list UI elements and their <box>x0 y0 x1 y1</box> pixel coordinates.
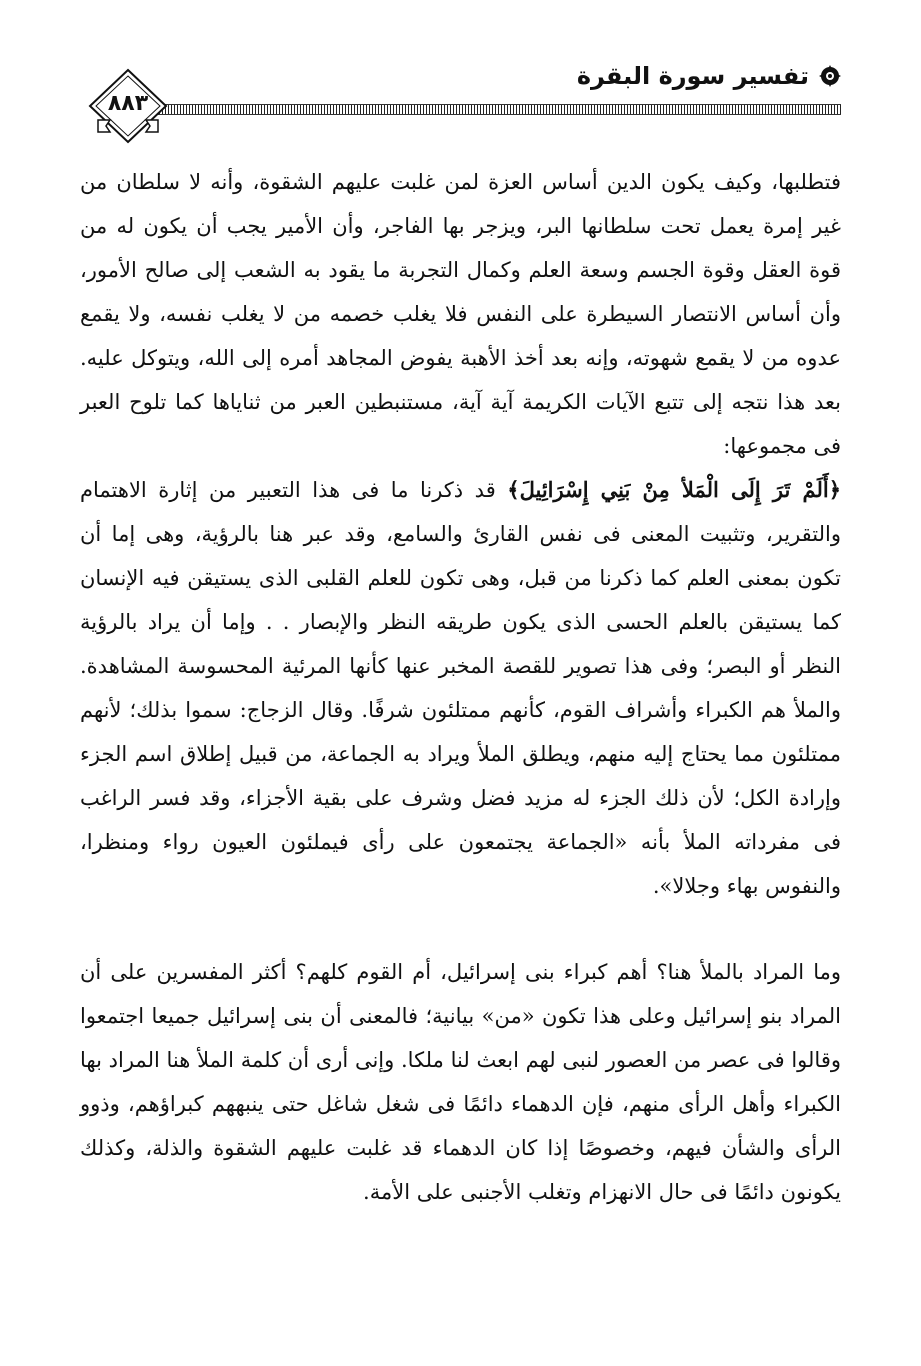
paragraph-1 <box>80 160 841 468</box>
page-number: ٨٨٣ <box>107 91 149 116</box>
paragraph-2-text <box>80 468 841 908</box>
running-header <box>577 62 841 90</box>
paragraph-3-text: وما المراد بالملأ هنا؟ أهم كبراء بنى إسرائيل، أم القوم كلهم؟ أكثر المفسرين على أن المراد بنو إسرائيل وعلى هذا تكون «من» بيانية؛ فالمعنى أن بنى إسرائيل جميعا اجتمعوا وقالوا فى عصر من العصور لنبى لهم ابعث لنا ملكا. وإنى أرى أن كلمة الملأ هنا المراد بها الكبراء وأهل الرأى منهم، فإن الدهماء دائمًا فى شغل شاغل حتى ينبههم كبراؤهم، وذوو الرأى والشأن فيهم، وخصوصًا إذا كان الدهماء قد غلبت عليهم الشقوة والذلة، وكذلك يكونون دائمًا فى حال الانهزام وتغلب الأجنبى على الأمة. <box>80 960 841 1204</box>
flower-ornament-icon <box>819 65 841 87</box>
paragraph-3 <box>80 950 841 1214</box>
header-rule <box>158 104 841 115</box>
paragraph-1-text: فتطلبها، وكيف يكون الدين أساس العزة لمن غلبت عليهم الشقوة، وأنه لا سلطان من غير إمرة يعمل تحت سلطانها البر، ويزجر بها الفاجر، وأن الأمير يجب أن يكون له من قوة العقل وقوة الجسم وسعة العلم وكمال التجربة ما يقود به الشعب إلى صالح الأمور، وأن أساس الانتصار السيطرة على النفس فلا يغلب خصمه من لا يغلب نفسه، ولا يقمع عدوه من لا يقمع شهوته، وإنه بعد أخذ الأهبة يفوض المجاهد أمره إلى الله، ويتوكل عليه. بعد هذا نتجه إلى تتبع الآيات الكريمة آية آية، مستنبطين العبر من ثناياها كما تلوح العبر فى مجموعها: <box>80 170 841 458</box>
paragraph-2-body: قد ذكرنا ما فى هذا التعبير من إثارة الاهتمام والتقرير، وتثبيت المعنى فى نفس القارئ والسامع، وقد عبر هنا بالرؤية، وهى إما أن تكون بمعنى العلم كما ذكرنا من قبل، وهى تكون للعلم القلبى الذى يستيقن فيه الإنسان كما يستيقن بالعلم الحسى الذى يكون طريقه النظر والإبصار . . وإما أن يراد بالرؤية النظر أو البصر؛ وفى هذا تصوير للقصة المخبر عنها كأنها المرئية المحسوسة المشاهدة. والملأ هم الكبراء وأشراف القوم، كأنهم ممتلئون شرفًا. وقال الزجاج: سموا بذلك؛ لأنهم ممتلئون مما يحتاج إليه منهم، ويطلق الملأ ويراد به الجماعة، من قبيل إطلاق اسم الجزء وإرادة الكل؛ لأن ذلك الجزء له مزيد فضل وشرف على بقية الأجزاء، وقد فسر الراغب فى مفرداته الملأ بأنه «الجماعة يجتمعون على رأى فيملئون العيون رواء ومنظرا، والنفوس بهاء وجلالا». <box>80 478 841 898</box>
book-title: تفسير سورة البقرة <box>576 62 809 90</box>
page-header <box>88 60 841 140</box>
page-number-badge <box>88 68 168 148</box>
paragraph-2 <box>80 468 841 908</box>
quran-verse: ﴿أَلَمْ تَرَ إِلَى الْمَلأ مِنْ بَنِي إِسْرَائِيلَ﴾ <box>507 477 841 502</box>
